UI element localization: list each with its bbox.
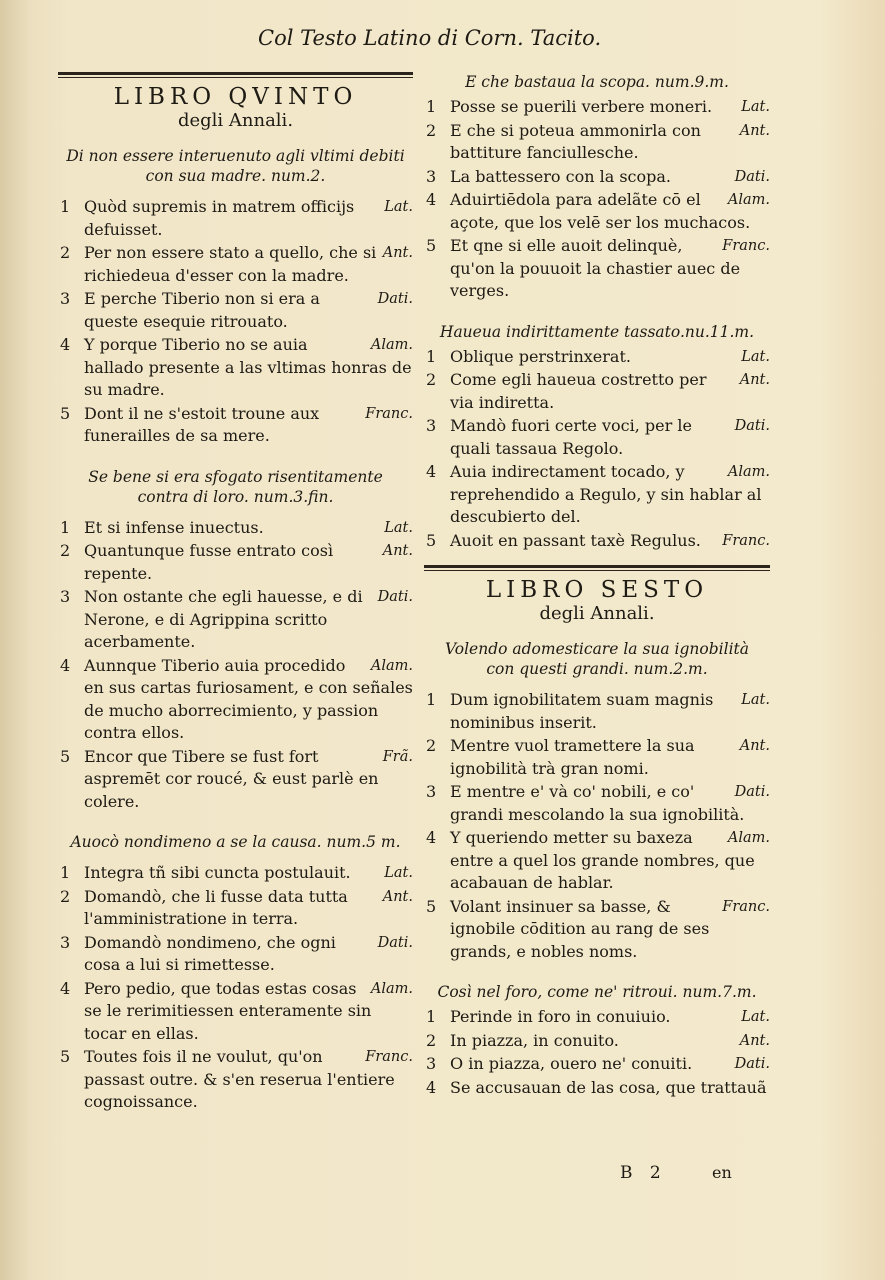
left-column	[58, 72, 413, 1115]
entry-text: In piazza, in conuito.	[450, 1030, 619, 1050]
entry-number: 3	[426, 1054, 437, 1073]
entry	[58, 586, 413, 654]
entry-text: Et qne si elle auoit delinquè, qu'on la pouuoit la chastier auec de verges.	[450, 236, 741, 300]
entry-language: Franc.	[722, 898, 770, 915]
section-heading: Se bene si era sfogato risentitamente contra di loro. num.3.fin.	[88, 467, 383, 506]
entry-text: Et si infense inuectus.	[84, 517, 264, 537]
entry	[58, 196, 413, 241]
entry-number: 4	[60, 655, 71, 675]
entry-text: Quantunque fusse entrato così repente.	[84, 541, 334, 583]
entry-text: Y porque Tiberio no se auia hallado presente a las vltimas honras de su madre.	[84, 335, 412, 399]
entry	[424, 1030, 770, 1053]
title-rule	[58, 72, 413, 78]
section	[58, 146, 413, 448]
entry-language: Dati.	[377, 291, 413, 307]
entry-number: 4	[426, 462, 437, 481]
entry	[58, 746, 413, 814]
entry-number: 1	[426, 690, 437, 709]
entry-language: Dati.	[734, 1056, 770, 1072]
entry-text: Encor que Tibere se fust fort aspremēt cor roucé, & eust parlè en colere.	[84, 746, 379, 811]
entry-text: Volant insinuer sa basse, & ignobile cōdition au rang de ses grands, e nobles noms.	[450, 896, 710, 961]
entry-text: Posse se puerili verbere moneri.	[450, 97, 713, 116]
entry-language: Franc.	[722, 532, 770, 549]
entry-number: 3	[426, 782, 437, 801]
entry-number: 5	[60, 746, 71, 766]
entry-language: Alam.	[370, 657, 413, 674]
entry-text: Dum ignobilitatem suam magnis nominibus inserit.	[450, 690, 714, 732]
entry-number: 3	[426, 416, 437, 435]
entry	[58, 862, 413, 885]
entry-text: Mentre vuol tramettere la sua ignobilità trà gran nomi.	[450, 736, 695, 778]
entry	[424, 346, 770, 369]
right-column	[424, 72, 770, 1100]
entry	[58, 288, 413, 333]
section	[424, 982, 770, 1099]
entry-number: 3	[60, 932, 71, 952]
entry-number: 3	[60, 587, 71, 606]
entry-language: Ant.	[739, 738, 770, 754]
entry-language: Lat.	[384, 865, 413, 881]
section-heading: Di non essere interuenuto agli vltimi debiti con sua madre. num.2.	[66, 147, 405, 185]
entry-language: Lat.	[384, 199, 413, 215]
entry	[58, 655, 413, 745]
catchword: en	[712, 1163, 732, 1182]
entry-language: Lat.	[741, 692, 770, 708]
entry-text: Domandò, che li fusse data tutta l'amministratione in terra.	[84, 886, 348, 928]
entry-text: Mandò fuori certe voci, per le quali tassaua Regolo.	[450, 416, 692, 458]
entry-number: 1	[426, 1007, 437, 1026]
section-heading: Auocò nondimeno a se la causa. num.5 m.	[70, 833, 401, 851]
entry-language: Dati.	[734, 418, 770, 434]
entry	[424, 235, 770, 303]
entry-text: Aunnque Tiberio auia procedido en sus cartas furiosament, e con señales de mucho aborrecimiento, y passion contra ellos.	[84, 655, 413, 742]
entry-text: Auia indirectament tocado, y reprehendido a Regulo, y sin hablar al descubierto del.	[450, 462, 762, 526]
entry-text: Auoit en passant taxè Regulus.	[450, 530, 701, 550]
running-head: Col Testo Latino di Corn. Tacito.	[258, 26, 602, 50]
entry	[424, 1006, 770, 1029]
entry	[424, 461, 770, 529]
entry	[424, 827, 770, 895]
entry	[424, 896, 770, 964]
entry-language: Frã.	[382, 748, 413, 765]
section	[424, 322, 770, 553]
entry-language: Lat.	[384, 519, 413, 536]
book-subtitle: degli Annali.	[539, 603, 655, 624]
entry	[424, 415, 770, 460]
section	[58, 832, 413, 1114]
entry-number: 2	[60, 541, 71, 560]
entry-number: 5	[60, 403, 71, 423]
entry-language: Franc.	[722, 238, 770, 254]
entry-number: 2	[426, 1030, 437, 1050]
entry-number: 5	[426, 236, 437, 255]
entry-language: Lat.	[741, 1009, 770, 1025]
entry	[424, 189, 770, 234]
entry-language: Alam.	[727, 192, 770, 208]
entry-language: Ant.	[382, 245, 413, 261]
entry-text: O in piazza, ouero ne' conuiti.	[450, 1054, 693, 1073]
entry	[424, 530, 770, 553]
entry-text: Dont il ne s'estoit troune aux funerailles de sa mere.	[84, 403, 320, 445]
entry-text: Oblique perstrinxerat.	[450, 346, 631, 366]
section-heading: E che bastaua la scopa. num.9.m.	[465, 73, 729, 91]
entry	[58, 242, 413, 287]
entry-language: Dati.	[377, 934, 413, 951]
entry	[424, 369, 770, 414]
entry-language: Alam.	[370, 980, 413, 997]
entry-text: E mentre e' và co' nobili, e co' grandi mescolando la sua ignobilità.	[450, 782, 745, 824]
entry-text: Pero pedio, que todas estas cosas se le rerimitiessen enteramente sin tocar en ellas.	[84, 978, 372, 1043]
section	[424, 72, 770, 303]
entry-text: Non ostante che egli hauesse, e di Nerone, e di Agrippina scritto acerbamente.	[84, 587, 363, 651]
entry-text: Per non essere stato a quello, che si richiedeua d'esser con la madre.	[84, 243, 377, 285]
entry	[58, 978, 413, 1046]
entry-language: Ant.	[382, 543, 413, 559]
entry-language: Ant.	[739, 372, 770, 388]
entry	[424, 166, 770, 189]
entry-number: 4	[426, 190, 437, 209]
entry-language: Lat.	[741, 99, 770, 115]
entry-number: 5	[426, 896, 437, 916]
entry-number: 2	[60, 243, 71, 262]
entry-text: Perinde in foro in conuiuio.	[450, 1007, 671, 1026]
entry	[58, 517, 413, 540]
entry-language: Lat.	[741, 348, 770, 365]
entry-language: Alam.	[370, 337, 413, 353]
section-heading: Così nel foro, come ne' ritroui. num.7.m.	[437, 983, 757, 1001]
entry-number: 1	[426, 97, 437, 116]
entry-text: La battessero con la scopa.	[450, 166, 672, 186]
section	[424, 639, 770, 963]
entry-text: Y queriendo metter su baxeza entre a quel los grande nombres, que acabauan de hablar.	[450, 828, 755, 892]
entry-language: Franc.	[365, 405, 413, 422]
section-heading: Haueua indirittamente tassato.nu.11.m.	[439, 322, 755, 341]
entry-language: Ant.	[739, 1032, 770, 1049]
entry-language: Dati.	[377, 589, 413, 605]
entry-number: 3	[60, 289, 71, 308]
entry	[424, 96, 770, 119]
section-heading: Volendo adomesticare la sua ignobilità con questi grandi. num.2.m.	[444, 640, 750, 678]
entry	[58, 403, 413, 448]
entry-number: 4	[426, 828, 437, 847]
book-subtitle: degli Annali.	[177, 110, 294, 131]
book-title: LIBRO SESTO	[485, 577, 709, 603]
entry-text: Toutes fois il ne voulut, qu'on passast outre. & s'en reserua l'entiere cognoissance.	[84, 1047, 395, 1111]
entry-text: Se accusauan de las cosa, que trattauã	[450, 1077, 767, 1097]
entry-language: Dati.	[734, 784, 770, 800]
entry	[424, 1077, 770, 1100]
entry-number: 5	[426, 530, 437, 550]
entry-language: Alam.	[727, 830, 770, 846]
entry-text: E perche Tiberio non si era a queste esequie ritrouato.	[84, 289, 320, 331]
entry-text: Domandò nondimeno, che ogni cosa a lui si rimettesse.	[84, 932, 336, 974]
entry-text: Come egli haueua costretto per via indiretta.	[450, 370, 707, 412]
entry-number: 1	[60, 517, 71, 537]
entry-number: 1	[60, 197, 71, 216]
entry-language: Franc.	[365, 1049, 413, 1065]
entry	[58, 1046, 413, 1114]
entry-language: Alam.	[727, 464, 770, 480]
entry	[58, 540, 413, 585]
entry-number: 1	[60, 863, 71, 882]
entry-number: 2	[426, 736, 437, 755]
entry-number: 3	[426, 166, 437, 186]
entry-text: Integra tñ sibi cuncta postulauit.	[84, 863, 351, 882]
entry-number: 4	[60, 978, 71, 998]
entry	[424, 1053, 770, 1076]
entry-number: 1	[426, 346, 437, 366]
title-rule	[424, 565, 770, 571]
entry-language: Dati.	[734, 168, 770, 185]
entry	[58, 334, 413, 402]
section	[58, 467, 413, 814]
entry-number: 4	[60, 335, 71, 354]
entry	[424, 735, 770, 780]
entry-number: 2	[426, 120, 437, 140]
entry-text: E che si poteua ammonirla con battiture fanciullesche.	[450, 120, 701, 162]
entry-text: Aduirtiēdola para adelãte cō el açote, que los velē ser los muchacos.	[450, 190, 751, 232]
entry-language: Ant.	[739, 122, 770, 139]
book-title: LIBRO QVINTO	[113, 84, 358, 110]
entry	[58, 886, 413, 931]
entry	[58, 932, 413, 977]
entry-language: Ant.	[382, 888, 413, 905]
signature-mark: B 2	[620, 1163, 667, 1183]
entry	[424, 120, 770, 165]
entry	[424, 781, 770, 826]
entry-number: 5	[60, 1047, 71, 1066]
entry-number: 2	[60, 886, 71, 906]
entry-number: 4	[426, 1077, 437, 1097]
entry	[424, 689, 770, 734]
entry-text: Quòd supremis in matrem officijs defuisset.	[84, 197, 355, 239]
entry-number: 2	[426, 370, 437, 389]
